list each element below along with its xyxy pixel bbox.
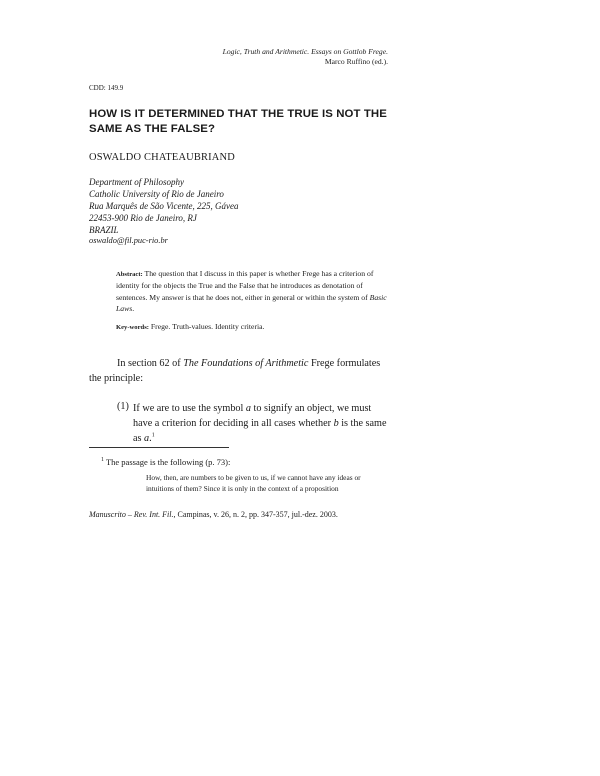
affiliation-line: 22453-900 Rio de Janeiro, RJ — [89, 213, 197, 223]
journal-footer — [89, 510, 338, 519]
abstract-text: The question that I discuss in this paper is whether Frege has a criterion of identity for the objects the True and the False that he introduces as denotation of sentences. My answer is that he does not, either in general or within the system of — [116, 269, 374, 302]
principle-number: (1) — [117, 401, 129, 412]
footnote-quote: How, then, are numbers to be given to us, if we cannot have any ideas or intuitions of them? Since it is only in the context of a proposition — [146, 473, 361, 494]
abstract-end: . — [132, 303, 135, 313]
author-email[interactable]: oswaldo@fil.puc-rio.br — [89, 236, 168, 245]
quote-text: to signify an object, we must have a criterion for deciding in all cases whether — [133, 403, 372, 430]
journal-name: Manuscrito – Rev. Int. Fil. — [89, 510, 174, 519]
intro-before: In section 62 of — [117, 358, 184, 369]
cdd-classification: CDD: 149.9 — [89, 84, 124, 92]
quote-text: If we are to use the symbol — [133, 403, 246, 414]
running-header-line1: Logic, Truth and Arithmetic. Essays on Gottlob Frege. — [222, 47, 388, 56]
footnote-text: The passage is the following (p. 73): — [104, 457, 231, 467]
keywords-text: Frege. Truth-values. Identity criteria. — [148, 322, 265, 331]
quote-variable: a — [245, 403, 251, 414]
running-header — [223, 47, 388, 67]
keywords — [116, 322, 264, 331]
footnote-reference[interactable]: 1 — [151, 433, 155, 440]
footnote-mark: 1 — [101, 457, 104, 464]
paper-title: HOW IS IT DETERMINED THAT THE TRUE IS NOT THE SAME AS THE FALSE? — [89, 108, 387, 135]
keywords-label: Key-words: — [116, 324, 149, 331]
quote-text: . — [149, 433, 152, 445]
quote-variable: b — [333, 418, 339, 430]
quote-variable: a — [144, 433, 150, 445]
affiliation-line: Rua Marquês de São Vicente, 225, Gávea — [89, 201, 239, 211]
intro-book-title: The Foundations of Arithmetic — [183, 358, 309, 369]
footnote-divider — [89, 447, 229, 448]
affiliation-line: Department of Philosophy — [89, 177, 184, 187]
abstract-label: Abstract: — [116, 271, 143, 278]
intro-after: Frege formulates the principle: — [89, 358, 381, 384]
quote-text: is the same as — [133, 418, 387, 445]
journal-citation: , Campinas, v. 26, n. 2, pp. 347-357, jul.-dez. 2003. — [173, 510, 338, 519]
affiliation-line: Catholic University of Rio de Janeiro — [89, 189, 224, 199]
principle-quote — [133, 401, 389, 447]
author-name: OSWALDO CHATEAUBRIAND — [89, 152, 235, 163]
footnote — [101, 457, 230, 467]
running-header-line2: Marco Ruffino (ed.). — [324, 57, 388, 66]
intro-paragraph — [89, 356, 389, 386]
abstract — [116, 268, 388, 314]
affiliation-line: BRAZIL — [89, 225, 119, 235]
abstract-book-title: Basic Laws — [116, 292, 387, 313]
